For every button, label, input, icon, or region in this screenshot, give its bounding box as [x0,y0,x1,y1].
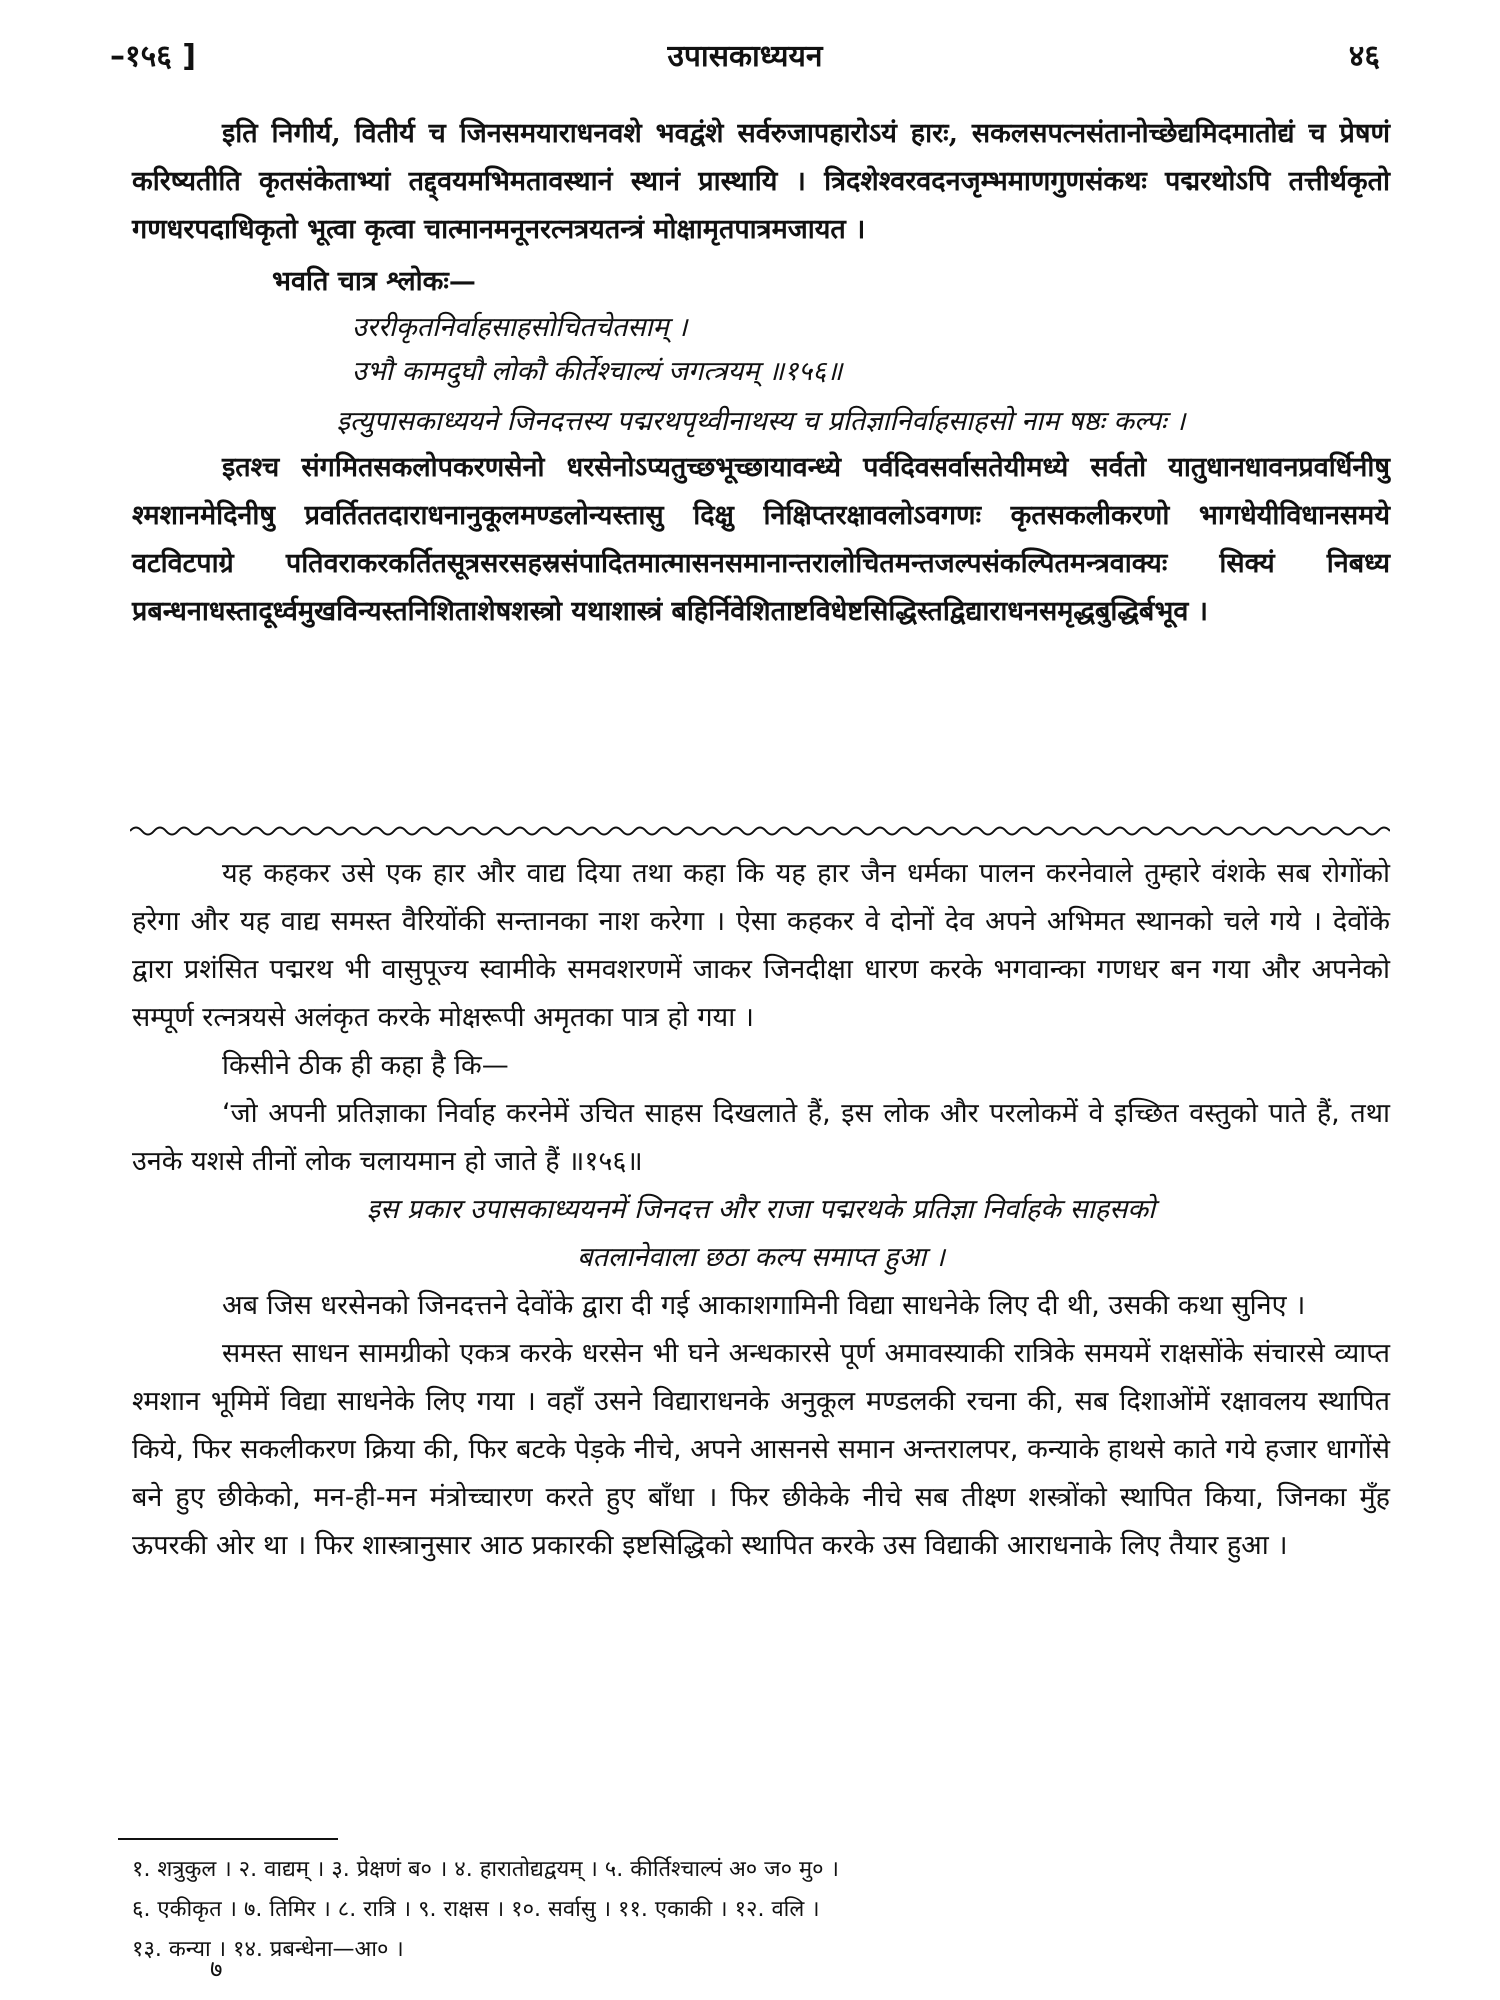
page-number-ref: –१५६ ] [110,39,196,74]
hindi-translation [132,850,1390,1570]
running-title: उपासकाध्ययन [667,39,823,74]
page-number: ४६ [1348,39,1380,74]
sanskrit-colophon: इत्युपासकाध्ययने जिनदत्तस्य पद्मरथपृथ्वीनाथस्य च प्रतिज्ञानिर्वाहसाहसो नाम षष्ठः कल्पः । [336,406,1186,437]
footnotes [132,1850,1390,1970]
footnote-line-3: १३. कन्या । १४. प्रबन्धेना—आ० । [132,1937,404,1962]
hindi-paragraph-5: समस्त साधन सामग्रीको एकत्र करके धरसेन भी घने अन्धकारसे पूर्ण अमावस्याकी रात्रिके समयमें राक्षसोंके संचारसे व्याप्त श्मशान भूमिमें विद्या साधनेके लिए गया । वहाँ उसने विद्याराधनके अनुकूल मण्डलकी रचना की, सब दिशाओंमें रक्षावलय स्थापित किये, फिर सकलीकरण क्रिया की, फिर बटके पेड़के नीचे, अपने आसनसे समान अन्तरालपर, कन्याके हाथसे काते गये हजार धागोंसे बने हुए छीकेको, मन-ही-मन मंत्रोच्चारण करते हुए बाँधा । फिर छीकेके नीचे सब तीक्ष्ण शस्त्रोंको स्थापित किया, जिनका मुँह ऊपरकी ओर था । फिर शास्त्रानुसार आठ प्रकारकी इष्टसिद्धिको स्थापित करके उस विद्याकी आराधनाके लिए तैयार हुआ । [132,1338,1390,1561]
sanskrit-paragraph-2: इतश्च संगमितसकलोपकरणसेनो धरसेनोऽप्यतुच्छभूच्छायावन्ध्ये पर्वदिवसर्वासतेयीमध्ये सर्वतो यातुधानधावनप्रवर्धिनीषु श्मशानमेदिनीषु प्रवर्तिततदाराधनानुकूलमण्डलोन्यस्तासु दिक्षु निक्षिप्तरक्षावलोऽवगणः कृतसकलीकरणो भागधेयीविधानसमये वटविटपाग्रे पतिवराकरकर्तितसूत्रसरसहस्रसंपादितमात्मासनसमानान्तरालोचितमन्तजल्पसंकल्पितमन्त्रवाक्यः सिक्यं निबध्य प्रबन्धनाधस्तादूर्ध्वमुखविन्यस्तनिशिताशेषशस्त्रो यथाशास्त्रं बहिर्निवेशिताष्टविधेष्टसिद्धिस्तद्विद्याराधनसमृद्धबुद्धिर्बभूव । [132,452,1390,627]
hindi-paragraph-1: यह कहकर उसे एक हार और वाद्य दिया तथा कहा कि यह हार जैन धर्मका पालन करनेवाले तुम्हारे वंशके सब रोगोंको हरेगा और यह वाद्य समस्त वैरियोंकी सन्तानका नाश करेगा । ऐसा कहकर वे दोनों देव अपने अभिमत स्थानको चले गये । देवोंके द्वारा प्रशंसित पद्मरथ भी वासुपूज्य स्वामीके समवशरणमें जाकर जिनदीक्षा धारण करके भगवान्का गणधर बन गया और अपनेको सम्पूर्ण रत्नत्रयसे अलंकृत करके मोक्षरूपी अमृतका पात्र हो गया । [132,858,1390,1033]
verse-line-1: उररीकृतनिर्वाहसाहसोचितचेतसाम् । [352,312,688,343]
signature-mark: ७ [210,1955,223,1983]
wavy-divider [130,822,1390,840]
hindi-colophon-line-1: इस प्रकार उपासकाध्ययनमें जिनदत्त और राजा पद्मरथके प्रतिज्ञा निर्वाहके साहसको [366,1194,1156,1225]
footnote-line-2: ६. एकीकृत । ७. तिमिर । ८. रात्रि । ९. राक्षस । १०. सर्वासु । ११. एकाकी । १२. वलि । [132,1897,820,1922]
verse-line-2: उभौ कामदुघौ लोकौ कीर्तेश्चाल्यं जगत्त्रयम् ॥१५६॥ [352,356,843,387]
footnote-rule [118,1838,338,1840]
page-header [110,34,1380,84]
hindi-paragraph-2: किसीने ठीक ही कहा है कि— [222,1050,509,1081]
shloka-intro: भवति चात्र श्लोकः— [272,266,476,297]
hindi-paragraph-4: अब जिस धरसेनको जिनदत्तने देवोंके द्वारा दी गई आकाशगामिनी विद्या साधनेके लिए दी थी, उसकी कथा सुनिए । [222,1290,1306,1321]
sanskrit-text [132,110,1390,636]
footnote-line-1: १. शत्रुकुल । २. वाद्यम् । ३. प्रेक्षणं ब० । ४. हारातोद्यद्वयम् । ५. कीर्तिश्चाल्पं अ० ज० मु० । [132,1857,839,1882]
hindi-colophon-line-2: बतलानेवाला छठा कल्प समाप्त हुआ । [577,1242,945,1273]
sanskrit-paragraph-1: इति निगीर्य, वितीर्य च जिनसमयाराधनवशे भवद्वंशे सर्वरुजापहारोऽयं हारः, सकलसपत्नसंतानोच्छेद्यमिदमातोद्यं च प्रेषणं करिष्यतीति कृतसंकेताभ्यां तद्द्वयमभिमतावस्थानं स्थानं प्रास्थायि । त्रिदशेश्वरवदनजृम्भमाणगुणसंकथः पद्मरथोऽपि तत्तीर्थकृतो गणधरपदाधिकृतो भूत्वा कृत्वा चात्मानमनूनरत्नत्रयतन्त्रं मोक्षामृतपात्रमजायत । [132,118,1390,245]
hindi-verse-translation: ‘जो अपनी प्रतिज्ञाका निर्वाह करनेमें उचित साहस दिखलाते हैं, इस लोक और परलोकमें वे इच्छित वस्तुको पाते हैं, तथा उनके यशसे तीनों लोक चलायमान हो जाते हैं ॥१५६॥ [132,1098,1390,1177]
